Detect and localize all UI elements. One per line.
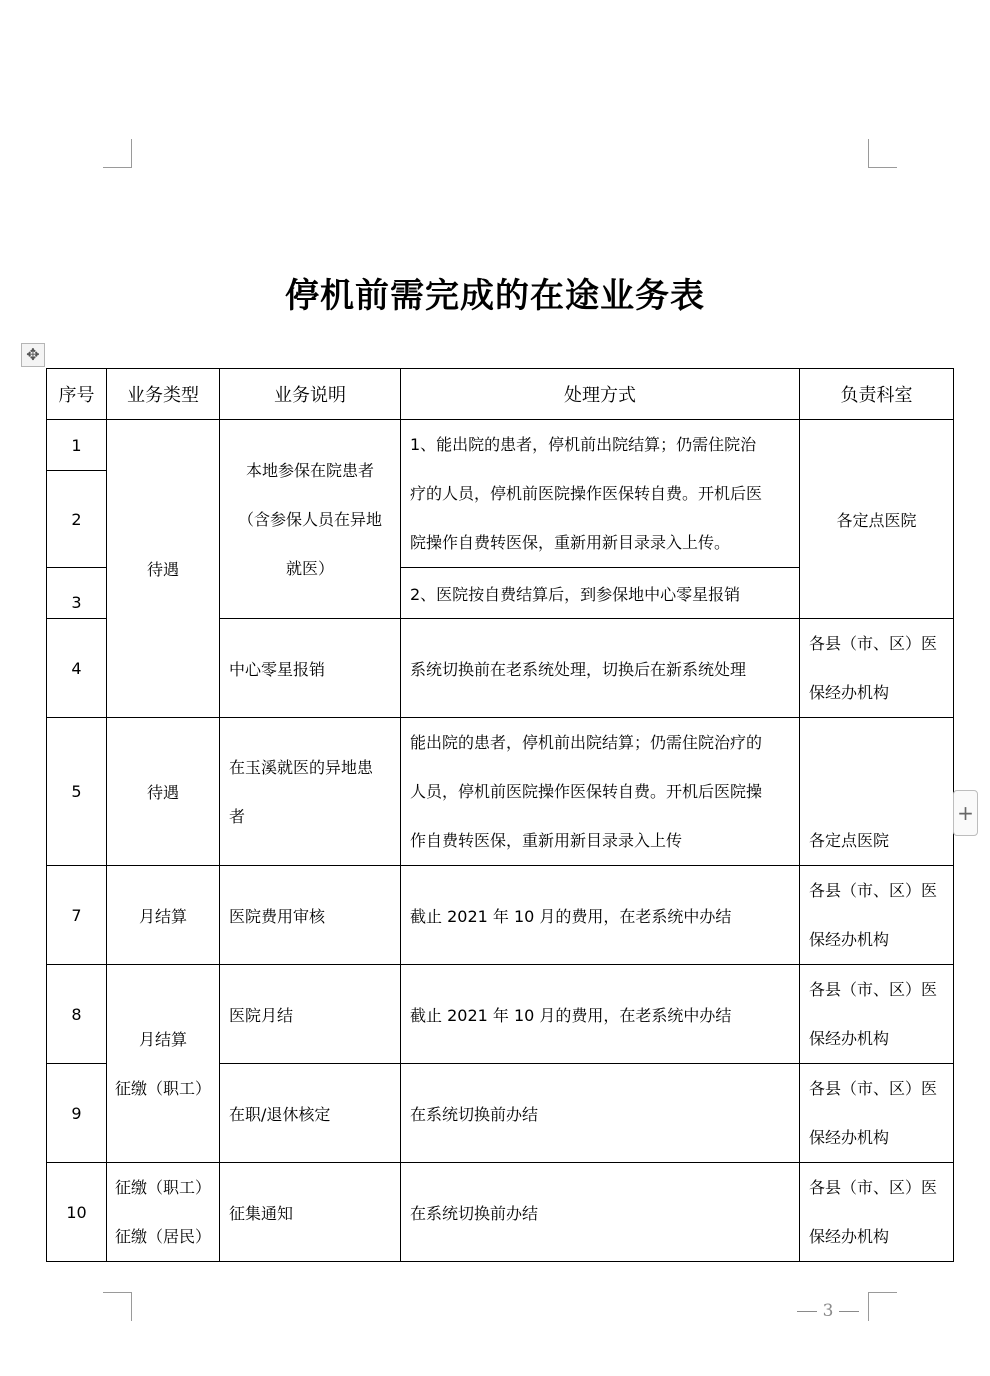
page-number-dash-left: [797, 1311, 817, 1312]
business-table: [46, 368, 954, 1262]
table-row: [47, 1163, 954, 1262]
serial-cell: 10: [47, 1163, 107, 1262]
page-title: 停机前需完成的在途业务表: [285, 276, 705, 316]
description-cell: 中心零星报销: [220, 619, 401, 718]
serial-cell: 4: [47, 619, 107, 718]
table-row: [47, 965, 954, 1064]
description-cell: 在职/退休核定: [220, 1064, 401, 1163]
type-cell: 待遇: [107, 420, 220, 718]
margin-corner-top-right: [868, 139, 897, 168]
margin-corner-bottom-left: [103, 1292, 132, 1321]
description-cell: 在玉溪就医的异地患 者: [220, 718, 401, 866]
type-cell: 月结算: [107, 866, 220, 965]
description-cell: 征集通知: [220, 1163, 401, 1262]
dept-cell: 各定点医院: [800, 718, 954, 866]
header-handling-method: 处理方式: [401, 369, 800, 420]
method-cell: 能出院的患者，停机前出院结算；仍需住院治疗的 人员，停机前医院操作医保转自费。开机后医院操 作自费转医保，重新用新目录录入上传: [401, 718, 800, 866]
dept-cell: 各县（市、区）医 保经办机构: [800, 1064, 954, 1163]
table-row: [47, 866, 954, 965]
method-cell: 系统切换前在老系统处理，切换后在新系统处理: [401, 619, 800, 718]
type-cell: 月结算 征缴（职工）: [107, 965, 220, 1163]
dept-cell: 各县（市、区）医 保经办机构: [800, 619, 954, 718]
type-cell: 待遇: [107, 718, 220, 866]
serial-cell: 7: [47, 866, 107, 965]
serial-cell: 8: [47, 965, 107, 1064]
serial-cell: 5: [47, 718, 107, 866]
dept-cell: 各县（市、区）医 保经办机构: [800, 965, 954, 1064]
method-cell: 截止 2021 年 10 月的费用，在老系统中办结: [401, 866, 800, 965]
serial-cell: 3: [47, 568, 107, 619]
description-cell: 医院费用审核: [220, 866, 401, 965]
dept-cell: 各县（市、区）医 保经办机构: [800, 866, 954, 965]
header-business-description: 业务说明: [220, 369, 401, 420]
serial-cell: 2: [47, 471, 107, 568]
type-cell: 征缴（职工） 征缴（居民）: [107, 1163, 220, 1262]
page-number-dash-right: [839, 1311, 859, 1312]
table-move-handle-icon[interactable]: ✥: [21, 343, 45, 367]
add-row-plus-icon[interactable]: +: [953, 790, 978, 836]
page-number: [786, 1301, 870, 1321]
table-header-row: [47, 369, 954, 420]
description-cell: 本地参保在院患者 （含参保人员在异地 就医）: [220, 420, 401, 619]
dept-cell: 各定点医院: [800, 420, 954, 619]
header-responsible-dept: 负责科室: [800, 369, 954, 420]
method-cell: 2、医院按自费结算后，到参保地中心零星报销: [401, 568, 800, 619]
description-cell: 医院月结: [220, 965, 401, 1064]
serial-cell: 9: [47, 1064, 107, 1163]
serial-cell: 1: [47, 420, 107, 471]
method-cell: 截止 2021 年 10 月的费用，在老系统中办结: [401, 965, 800, 1064]
dept-cell: 各县（市、区）医 保经办机构: [800, 1163, 954, 1262]
table-row: [47, 420, 954, 471]
header-serial: 序号: [47, 369, 107, 420]
method-cell: 1、能出院的患者，停机前出院结算；仍需住院治 疗的人员，停机前医院操作医保转自费。开机后医 院操作自费转医保，重新用新目录录入上传。: [401, 420, 800, 568]
page-number-value: 3: [822, 1301, 834, 1321]
margin-corner-bottom-right: [868, 1292, 897, 1321]
method-cell: 在系统切换前办结: [401, 1163, 800, 1262]
method-cell: 在系统切换前办结: [401, 1064, 800, 1163]
table-row: [47, 718, 954, 866]
margin-corner-top-left: [103, 139, 132, 168]
header-business-type: 业务类型: [107, 369, 220, 420]
